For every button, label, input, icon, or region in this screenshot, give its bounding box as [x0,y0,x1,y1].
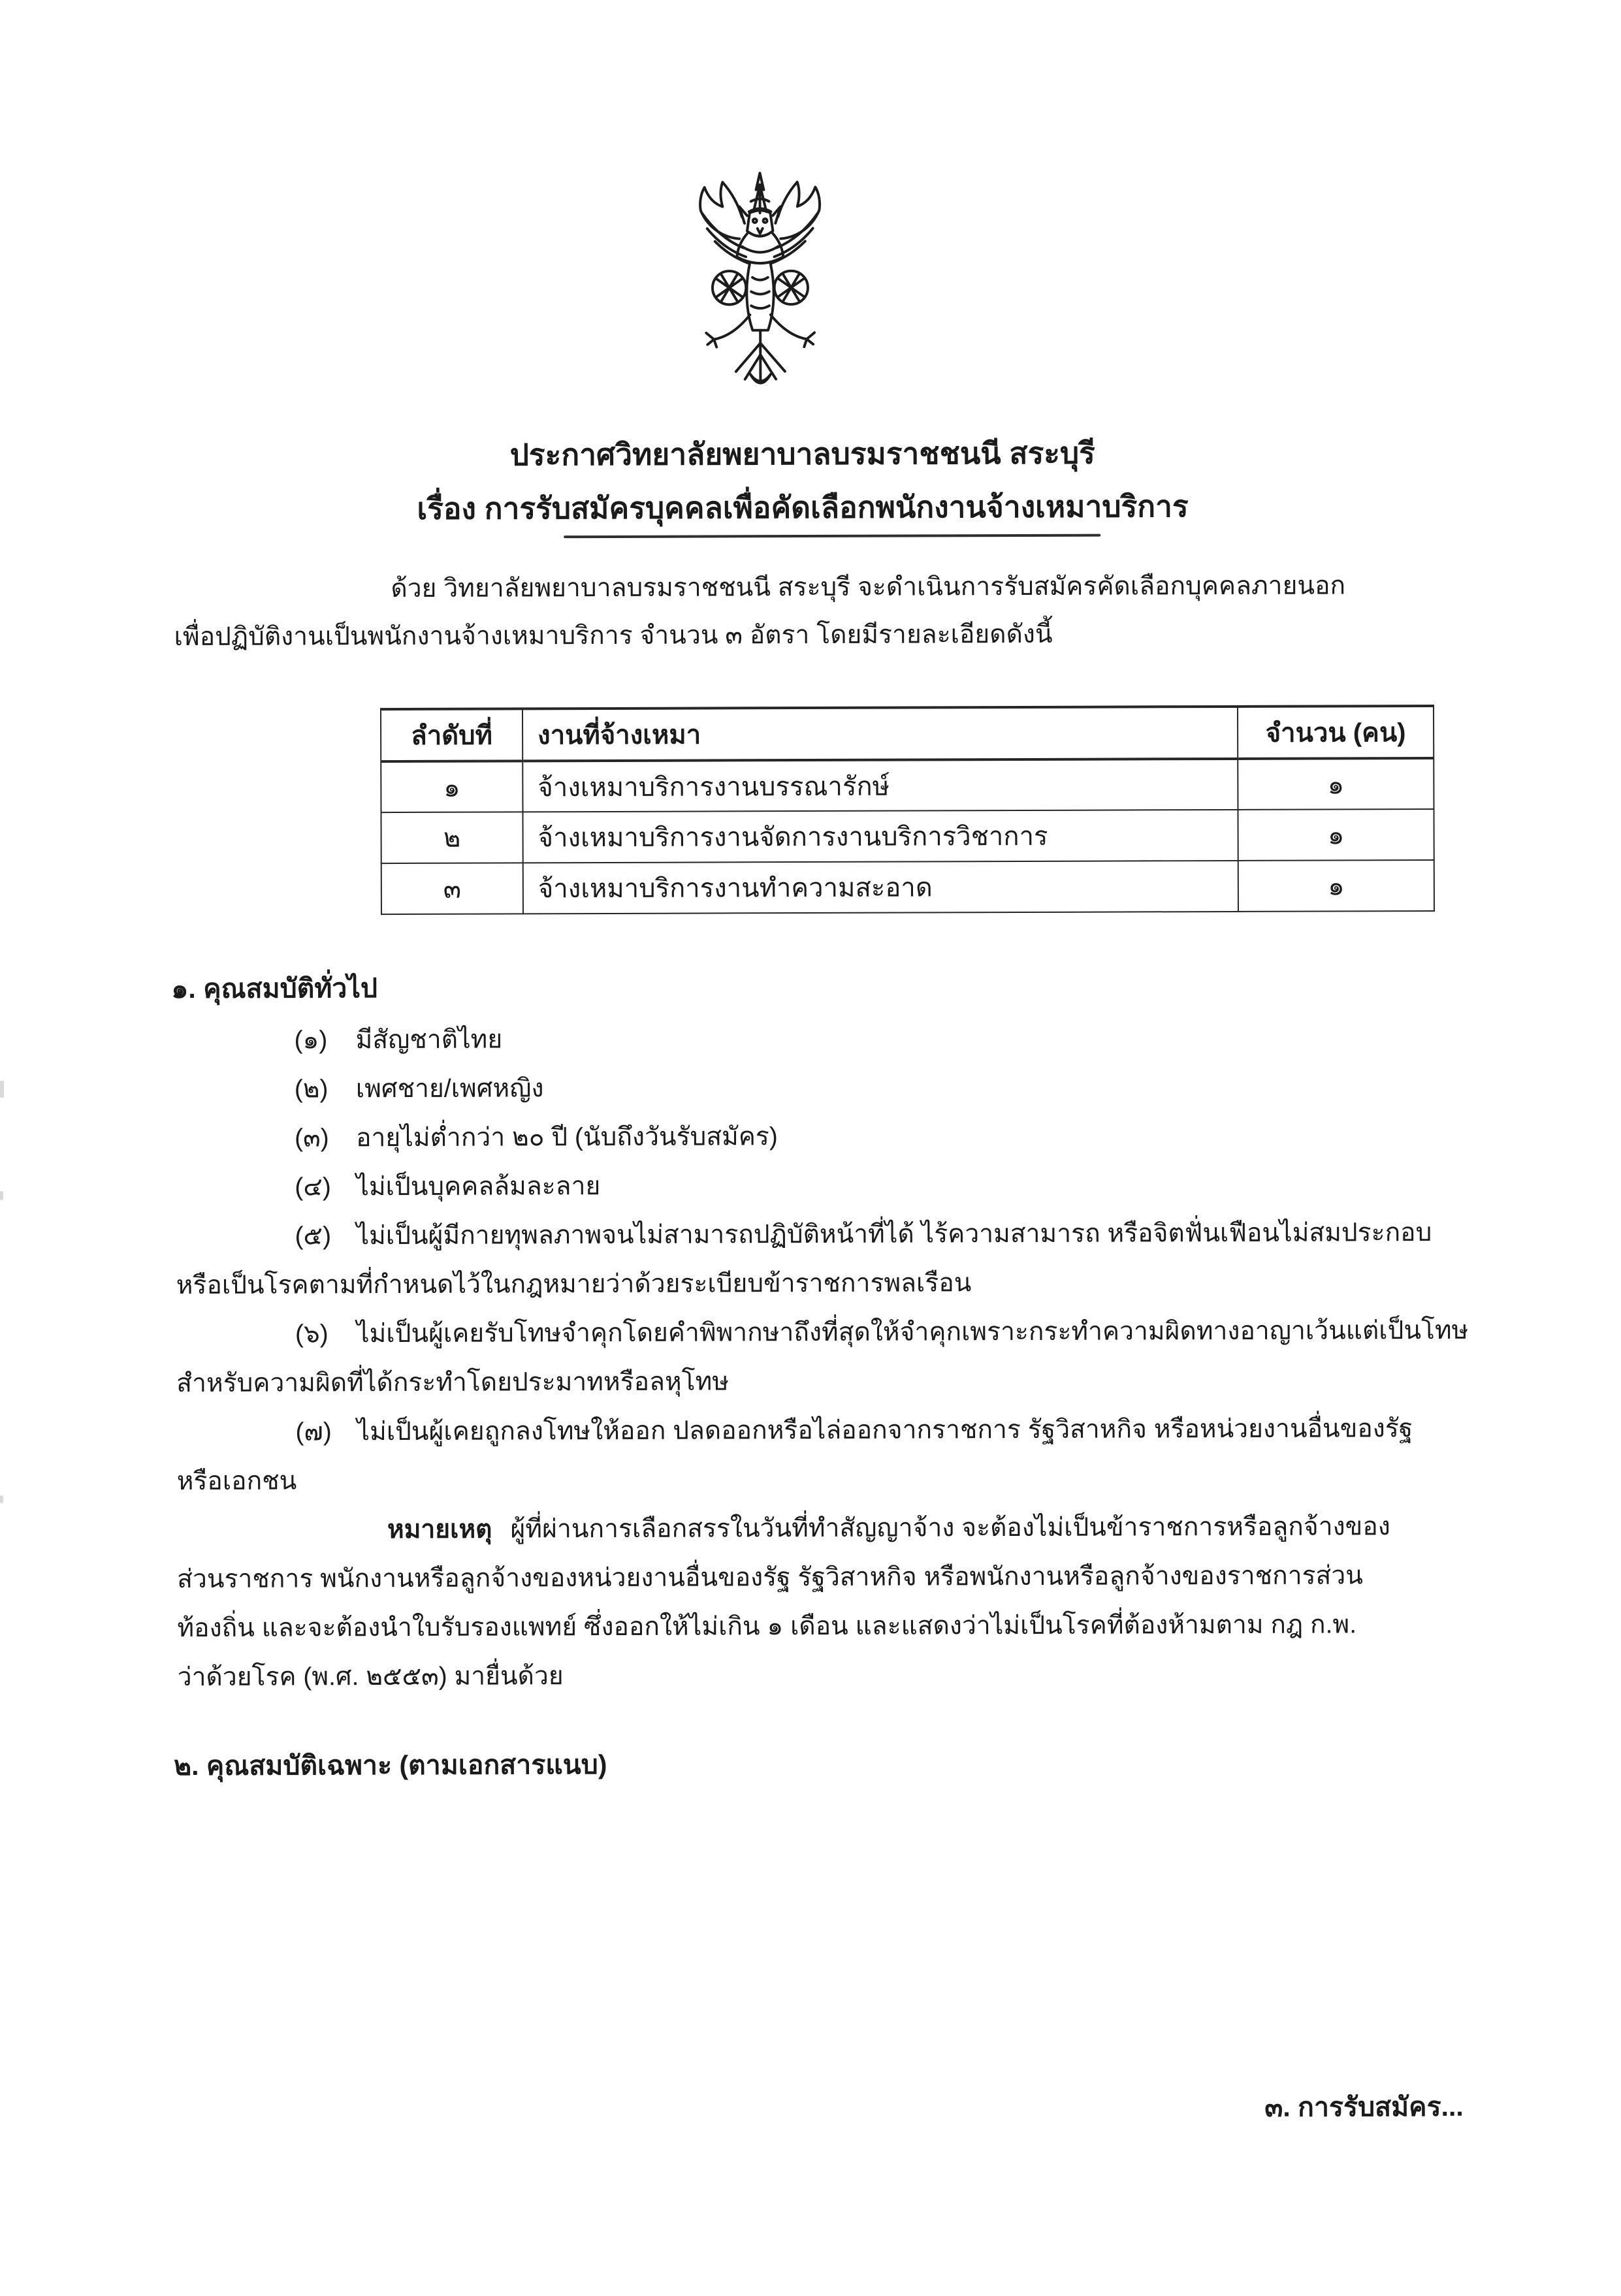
row-count: ๑ [1238,860,1434,912]
list-item-continuation: หรือเป็นโรคตามที่กำหนดไว้ในกฎหมายว่าด้วยระเบียบข้าราชการพลเรือน [176,1269,972,1300]
table-row [381,860,1434,914]
item-number: (๗) [295,1418,332,1446]
jobs-table-header-row [381,706,1434,761]
row-count: ๑ [1238,809,1434,861]
note-label: หมายเหตุ [387,1515,492,1544]
item-text: เพศชาย/เพศหญิง [355,1074,544,1104]
item-text: ไม่เป็นผู้เคยรับโทษจำคุกโดยคำพิพากษาถึงที่สุดให้จำคุกเพราะกระทำความผิดทางอาญาเว้นแต่เป็นโทษ [356,1316,1469,1348]
section-2-heading: ๒. คุณสมบัติเฉพาะ (ตามเอกสารแนบ) [174,1749,607,1781]
column-header-job: งานที่จ้างเหมา [522,707,1238,761]
note-line-2: ส่วนราชการ พนักงานหรือลูกจ้างของหน่วยงานอื่นของรัฐ รัฐวิสาหกิจ หรือพนักงานหรือลูกจ้างของราชการส่วน [177,1561,1363,1594]
item-number: (๖) [295,1320,329,1348]
list-item [295,1215,1432,1254]
intro-line-2: เพื่อปฏิบัติงานเป็นพนักงานจ้างเหมาบริการ จำนวน ๓ อัตรา โดยมีรายละเอียดดังนี้ [174,620,1053,652]
list-item-continuation: หรือเอกชน [176,1467,297,1496]
scan-artifact [0,1191,3,1200]
item-number: (๒) [294,1075,329,1104]
item-number: (๔) [295,1173,331,1202]
list-item [295,1119,778,1156]
row-job: จ้างเหมาบริการงานบรรณารักษ์ [522,759,1238,812]
note-paragraph [387,1508,1390,1548]
row-no: ๒ [381,812,522,863]
row-job: จ้างเหมาบริการงานทำความสะอาด [523,861,1238,914]
item-text: อายุไม่ต่ำกว่า ๒๐ ปี (นับถึงวันรับสมัคร) [355,1123,778,1153]
table-row [381,809,1434,863]
intro-line-1: ด้วย วิทยาลัยพยาบาลบรมราชชนนี สระบุรี จะดำเนินการรับสมัครคัดเลือกบุคคลภายนอก [391,571,1346,603]
item-text: ไม่เป็นผู้มีกายทุพลภาพจนไม่สามารถปฏิบัติหน้าที่ได้ ไร้ความสามารถ หรือจิตฟั่นเฟือนไม่สมประกอบ [356,1219,1432,1251]
scan-artifact [0,1495,3,1503]
table-row [381,758,1434,812]
column-header-count: จำนวน (คน) [1238,706,1434,759]
item-text: ไม่เป็นผู้เคยถูกลงโทษให้ออก ปลดออกหรือไล่ออกจากราชการ รัฐวิสาหกิจ หรือหน่วยงานอื่นของรัฐ [357,1414,1413,1446]
column-header-no: ลำดับที่ [381,709,522,761]
jobs-table [380,705,1435,915]
list-item [295,1411,1413,1450]
item-number: (๑) [294,1026,328,1055]
next-section-catchword: ๓. การรับสมัคร... [1264,2091,1464,2122]
note-line-4: ว่าด้วยโรค (พ.ศ. ๒๕๕๓) มายื่นด้วย [177,1662,564,1692]
item-number: (๕) [295,1222,332,1251]
scan-artifact [0,1081,4,1098]
announcement-title: ประกาศวิทยาลัยพยาบาลบรมราชชนนี สระบุรี [509,436,1095,472]
row-job: จ้างเหมาบริการงานจัดการงานบริการวิชาการ [522,810,1238,863]
list-item [295,1168,600,1205]
note-line-1: ผู้ที่ผ่านการเลือกสรรในวันที่ทำสัญญาจ้าง จะต้องไม่เป็นข้าราชการหรือลูกจ้างของ [510,1512,1390,1544]
row-no: ๓ [381,863,523,914]
announcement-subject: เรื่อง การรับสมัครบุคคลเพื่อคัดเลือกพนักงานจ้างเหมาบริการ [417,489,1189,526]
list-item [295,1313,1469,1353]
section-1-heading: ๑. คุณสมบัติทั่วไป [171,973,378,1004]
list-item-continuation: สำหรับความผิดที่ได้กระทำโดยประมาทหรือลหุโทษ [176,1367,730,1398]
title-divider [564,534,1100,539]
garuda-emblem-icon [681,161,839,404]
row-no: ๑ [381,761,522,812]
item-text: มีสัญชาติไทย [355,1025,503,1055]
list-item [295,1021,503,1059]
list-item [295,1070,544,1108]
item-text: ไม่เป็นบุคคลล้มละลาย [356,1172,601,1202]
row-count: ๑ [1238,758,1434,810]
note-line-3: ท้องถิ่น และจะต้องนำใบรับรองแพทย์ ซึ่งออกให้ไม่เกิน ๑ เดือน และแสดงว่าไม่เป็นโรคที่ต้องห้ามตาม กฎ ก.พ. [177,1610,1357,1643]
item-number: (๓) [294,1124,329,1153]
